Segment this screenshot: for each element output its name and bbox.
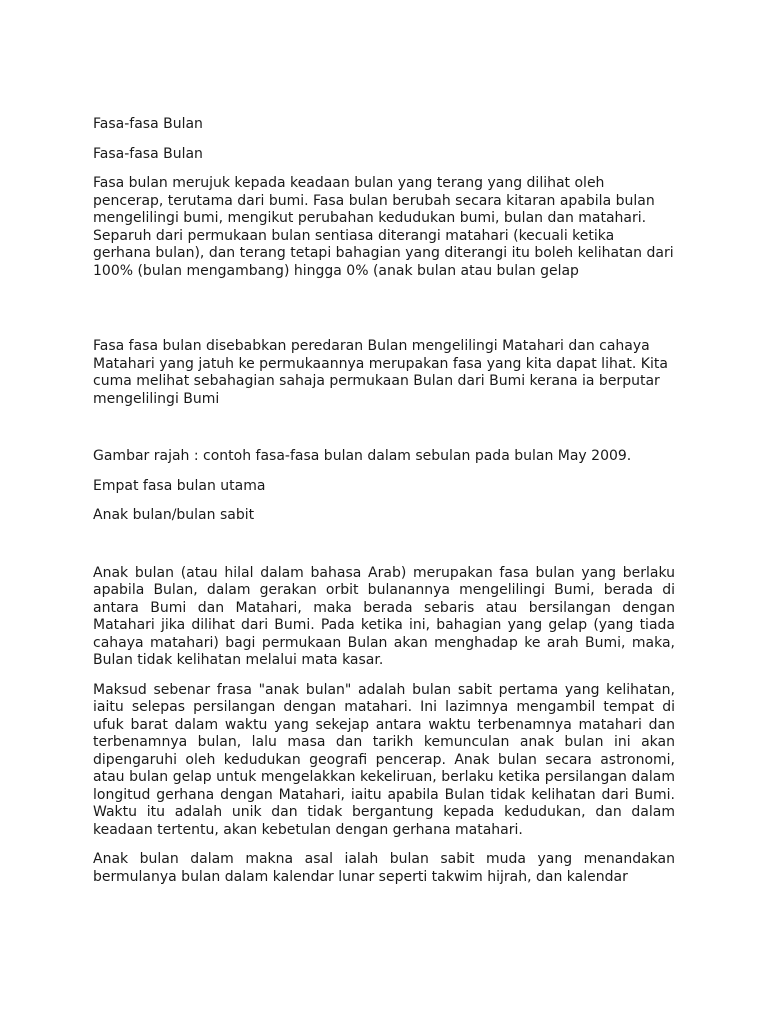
- heading-main-phases: Empat fasa bulan utama: [93, 477, 266, 494]
- document-title: Fasa-fasa Bulan: [93, 116, 203, 132]
- document-subtitle: Fasa-fasa Bulan: [93, 145, 203, 162]
- paragraph-new-moon: Anak bulan (atau hilal dalam bahasa Arab) merupakan fasa bulan yang berlaku apabila Bulan, dalam gerakan orbit bulanannya mengelilingi Bumi, berada di antara Bumi dan Matahari, maka berada sebaris atau bersilangan dengan Matahari jika dilihat dari Bumi. Pada ketika ini, bahagian yang gelap (yang tiada cahaya matahari) bagi permukaan Bulan akan menghadap ke arah Bumi, maka, Bulan tidak kelihatan melalui mata kasar.: [93, 564, 675, 668]
- figure-caption: Gambar rajah : contoh fasa-fasa bulan dalam sebulan pada bulan May 2009.: [93, 448, 632, 464]
- paragraph-moon-phase-definition: Fasa bulan merujuk kepada keadaan bulan yang terang yang dilihat oleh pencerap, terutama dari bumi. Fasa bulan berubah secara kitaran apabila bulan mengelilingi bumi, mengikut perubahan kedudukan bumi, bulan dan matahari. Separuh dari permukaan bulan sentiasa diterangi matahari (kecuali ketika gerhana bulan), dan terang tetapi bahagian yang diterangi itu boleh kelihatan dari 100% (bulan mengambang) hingga 0% (anak bulan atau bulan gelap: [93, 175, 674, 279]
- document-body: [93, 116, 675, 898]
- paragraph-lunar-calendar: Anak bulan dalam makna asal ialah bulan sabit muda yang menandakan bermulanya bulan dalam kalendar lunar seperti takwim hijrah, dan kalendar: [93, 851, 675, 885]
- heading-crescent: Anak bulan/bulan sabit: [93, 507, 255, 523]
- paragraph-moon-phase-cause: Fasa fasa bulan disebabkan peredaran Bulan mengelilingi Matahari dan cahaya Matahari yang jatuh ke permukaannya merupakan fasa yang kita dapat lihat. Kita cuma melihat sebahagian sahaja permukaan Bulan dari Bumi kerana ia berputar mengelilingi Bumi: [93, 338, 668, 407]
- paragraph-anak-bulan-meaning: Maksud sebenar frasa "anak bulan" adalah bulan sabit pertama yang kelihatan, iaitu selepas persilangan dengan matahari. Ini lazimnya mengambil tempat di ufuk barat dalam waktu yang sekejap antara waktu terbenamnya matahari dan terbenamnya bulan, lalu masa dan tarikh kemunculan anak bulan ini akan dipengaruhi oleh kedudukan geografi pencerap. Anak bulan secara astronomi, atau bulan gelap untuk mengelakkan kekeliruan, berlaku ketika persilangan dalam longitud gerhana dengan Matahari, iaitu apabila Bulan tidak kelihatan dari Bumi. Waktu itu adalah unik dan tidak bergantung kepada kedudukan, dan dalam keadaan tertentu, akan kebetulan dengan gerhana matahari.: [93, 681, 675, 838]
